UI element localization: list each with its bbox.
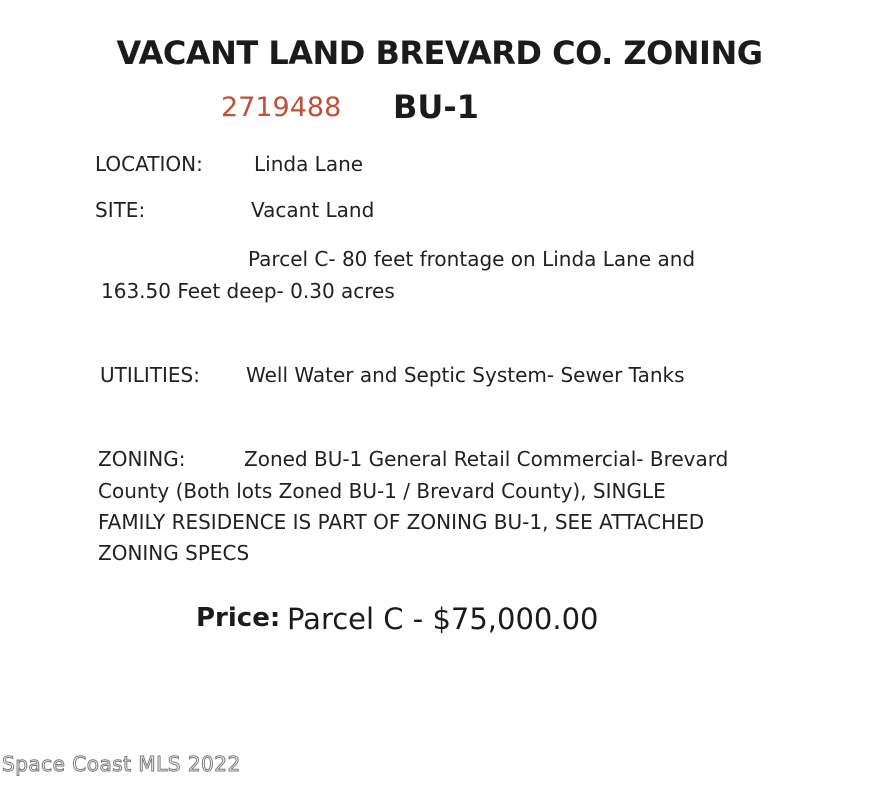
utilities-label: UTILITIES:: [100, 363, 200, 387]
location-value: Linda Lane: [254, 152, 364, 176]
mls-number: 2719488: [221, 92, 342, 123]
site-detail-line2: 163.50 Feet deep- 0.30 acres: [101, 279, 395, 303]
zoning-label: ZONING:: [98, 447, 186, 471]
watermark: Space Coast MLS 2022: [2, 752, 241, 776]
zoning-line2: County (Both lots Zoned BU-1 / Brevard County), SINGLE: [98, 479, 666, 503]
zoning-line3: FAMILY RESIDENCE IS PART OF ZONING BU-1, SEE ATTACHED: [98, 510, 705, 534]
utilities-value: Well Water and Septic System- Sewer Tanks: [246, 363, 685, 387]
zoning-line4: ZONING SPECS: [98, 541, 250, 565]
document-title: VACANT LAND BREVARD CO. ZONING: [116, 34, 763, 72]
site-label: SITE:: [95, 198, 146, 222]
zone-code: BU-1: [393, 88, 479, 126]
price-label: Price:: [196, 603, 281, 633]
location-label: LOCATION:: [95, 152, 203, 176]
site-value: Vacant Land: [251, 198, 375, 222]
site-detail-line1: Parcel C- 80 feet frontage on Linda Lane and: [248, 247, 696, 271]
price-value: Parcel C - $75,000.00: [287, 602, 599, 636]
zoning-line1: Zoned BU-1 General Retail Commercial- Brevard: [244, 447, 729, 471]
